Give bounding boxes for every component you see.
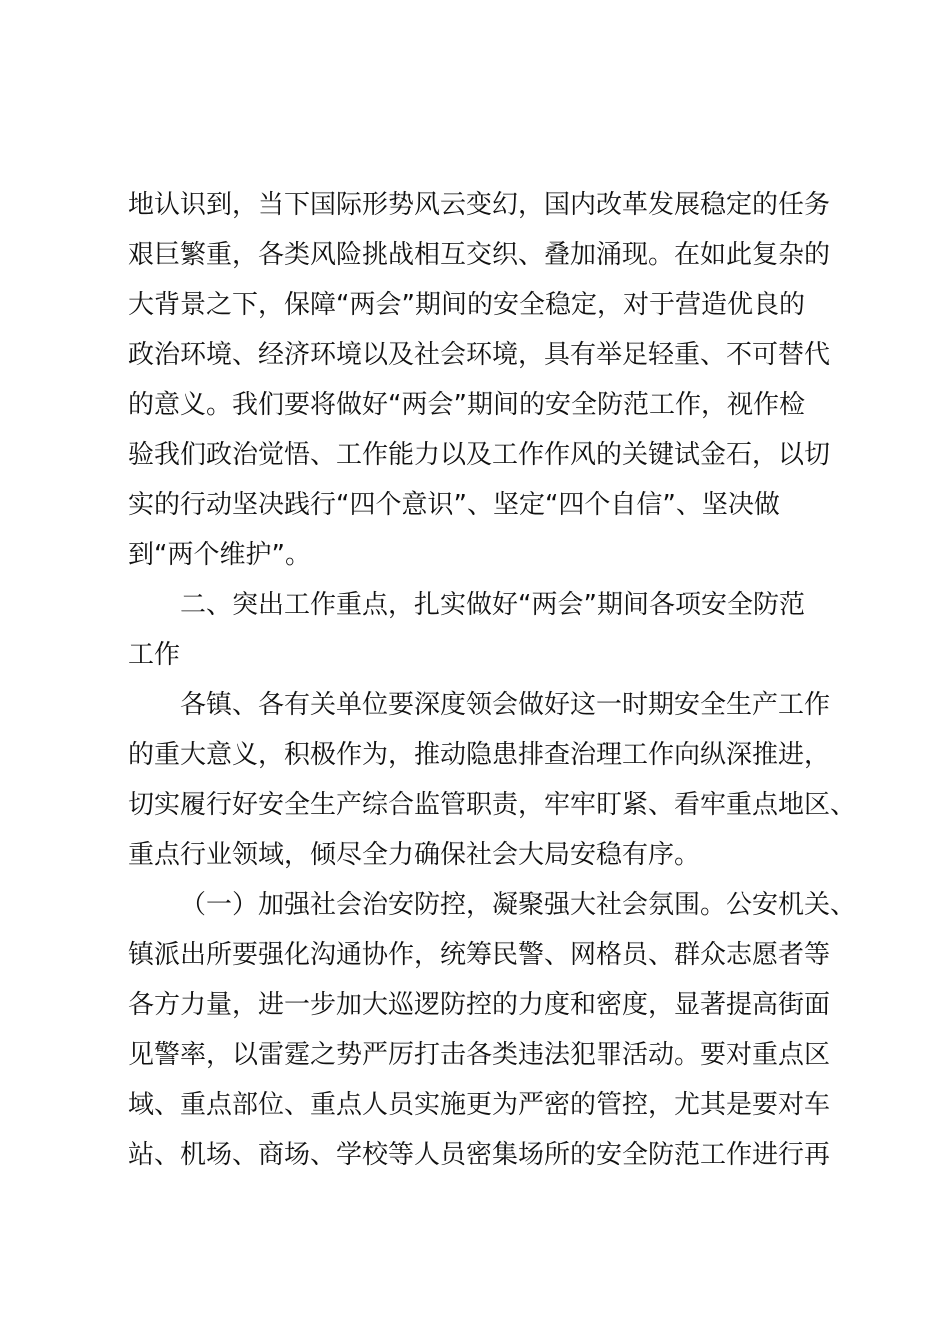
body-text-line: 各方力量，进一步加大巡逻防控的力度和密度，显著提高街面 (128, 990, 831, 1020)
body-text-line: 验我们政治觉悟、工作能力以及工作作风的关键试金石，以切 (128, 440, 831, 470)
body-text-line: 的意义。我们要将做好“两会”期间的安全防范工作，视作检 (128, 390, 805, 420)
body-text-line: 见警率，以雷霆之势严厉打击各类违法犯罪活动。要对重点区 (128, 1040, 831, 1070)
body-text-line: 政治环境、经济环境以及社会环境，具有举足轻重、不可替代 (128, 340, 831, 370)
body-text-line: 站、机场、商场、学校等人员密集场所的安全防范工作进行再 (128, 1140, 831, 1170)
body-text-line: 到“两个维护”。 (128, 540, 311, 570)
body-text-line: 地认识到，当下国际形势风云变幻，国内改革发展稳定的任务 (128, 190, 831, 220)
body-text-line: 的重大意义，积极作为，推动隐患排查治理工作向纵深推进， (128, 740, 831, 770)
subsection-heading-line: （一）加强社会治安防控，凝聚强大社会氛围。公安机关、 (180, 890, 857, 920)
body-text-line: 各镇、各有关单位要深度领会做好这一时期安全生产工作 (180, 690, 831, 720)
section-heading: 二、突出工作重点，扎实做好“两会”期间各项安全防范 (180, 590, 805, 620)
body-text-line: 实的行动坚决践行“四个意识”、坚定“四个自信”、坚决做 (128, 490, 780, 520)
body-text-line: 大背景之下，保障“两会”期间的安全稳定，对于营造优良的 (128, 290, 805, 320)
body-text-line: 艰巨繁重，各类风险挑战相互交织、叠加涌现。在如此复杂的 (128, 240, 831, 270)
body-text-line: 重点行业领域，倾尽全力确保社会大局安稳有序。 (128, 840, 701, 870)
body-text-line: 镇派出所要强化沟通协作，统筹民警、网格员、群众志愿者等 (128, 940, 831, 970)
body-text-line: 域、重点部位、重点人员实施更为严密的管控，尤其是要对车 (128, 1090, 831, 1120)
section-heading-continuation: 工作 (128, 640, 181, 670)
body-text-line: 切实履行好安全生产综合监管职责，牢牢盯紧、看牢重点地区、 (128, 790, 857, 820)
